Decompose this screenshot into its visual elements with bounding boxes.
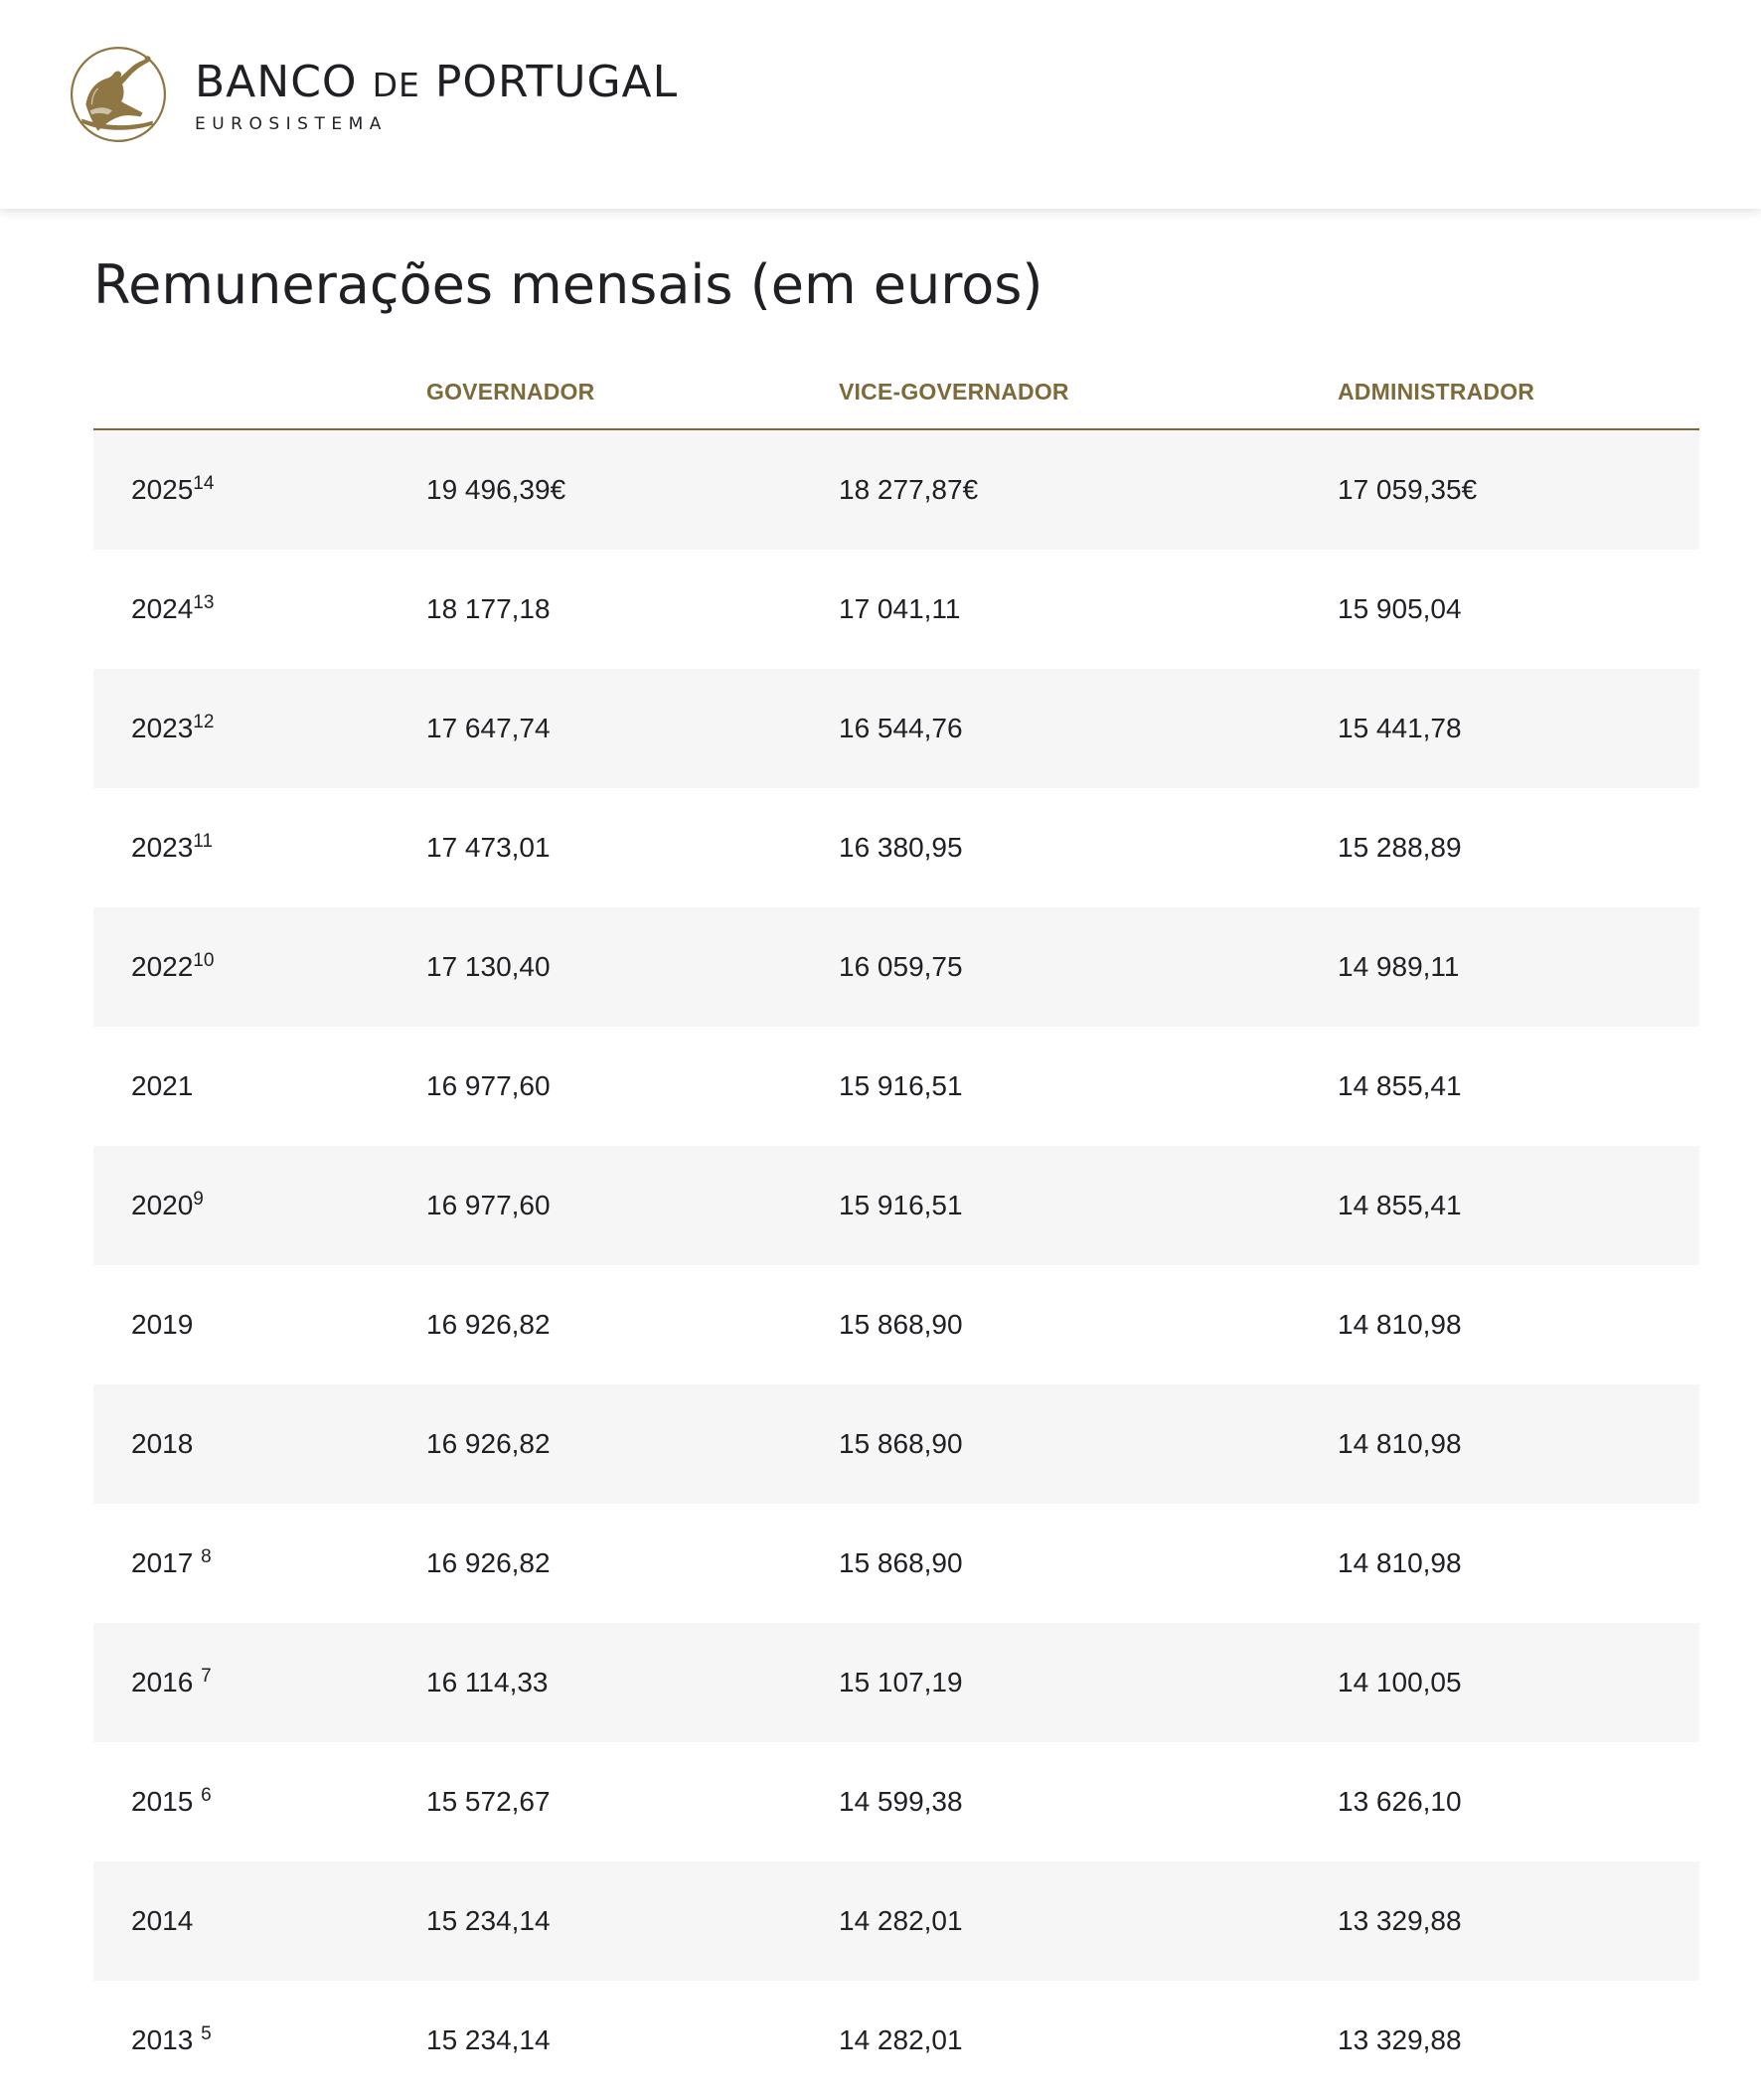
brand-subtitle: EUROSISTEMA xyxy=(195,114,388,134)
year-value: 2023 xyxy=(131,712,194,743)
administrador-cell: 13 329,88 xyxy=(1338,1861,1699,1981)
table-row xyxy=(93,1027,1699,1146)
year-value: 2016 xyxy=(131,1666,202,1697)
year-value: 2023 xyxy=(131,831,194,863)
table-header-row xyxy=(93,346,1699,429)
footnote-marker[interactable]: 13 xyxy=(193,591,215,613)
administrador-cell: 14 810,98 xyxy=(1338,1546,1462,1578)
governador-cell: 17 647,74 xyxy=(426,669,839,788)
footnote-marker[interactable]: 9 xyxy=(193,1188,204,1210)
vice-governador-cell: 16 059,75 xyxy=(839,907,1338,1027)
table-row xyxy=(93,1384,1699,1504)
administrador-cell: 13 626,10 xyxy=(1338,1785,1462,1817)
table-row xyxy=(93,788,1699,907)
table-row xyxy=(93,1981,1699,2100)
vice-governador-cell: 15 868,90 xyxy=(839,1308,963,1340)
year-value: 2019 xyxy=(131,1308,194,1340)
table-row xyxy=(93,907,1699,1027)
governador-cell: 16 977,60 xyxy=(426,1146,839,1265)
year-cell xyxy=(93,1027,426,1146)
table-row xyxy=(93,669,1699,788)
column-header-administrador: ADMINISTRADOR xyxy=(1338,346,1699,429)
governador-cell: 16 926,82 xyxy=(426,1546,551,1578)
vice-governador-cell: 18 277,87€ xyxy=(839,429,1338,550)
administrador-cell: 15 441,78 xyxy=(1338,669,1699,788)
salary-table xyxy=(93,346,1699,2100)
year-cell xyxy=(93,550,426,669)
footnote-marker[interactable]: 12 xyxy=(193,711,215,732)
administrador-cell: 14 855,41 xyxy=(1338,1069,1462,1101)
year-cell xyxy=(93,429,426,550)
brand-title xyxy=(195,57,679,107)
year-cell xyxy=(93,1504,426,1623)
page-title: Remunerações mensais (em euros) xyxy=(93,253,1043,316)
home-logo-link[interactable] xyxy=(68,44,678,145)
table-row xyxy=(93,1504,1699,1623)
year-cell xyxy=(93,1623,426,1742)
administrador-cell: 14 810,98 xyxy=(1338,1308,1462,1340)
year-value: 2017 xyxy=(131,1546,202,1578)
year-value: 2020 xyxy=(131,1189,194,1220)
vice-governador-cell: 16 380,95 xyxy=(839,831,963,863)
brand-name: BANCO xyxy=(195,57,358,107)
year-value: 2025 xyxy=(131,473,194,505)
table-row xyxy=(93,1146,1699,1265)
table-row xyxy=(93,1265,1699,1384)
administrador-cell: 14 100,05 xyxy=(1338,1623,1699,1742)
footnote-marker[interactable]: 7 xyxy=(201,1665,212,1687)
column-header-year xyxy=(93,346,426,429)
vice-governador-cell: 15 107,19 xyxy=(839,1623,1338,1742)
banco-de-portugal-emblem-icon xyxy=(68,44,169,145)
administrador-cell: 15 288,89 xyxy=(1338,831,1462,863)
vice-governador-cell: 15 916,51 xyxy=(839,1146,1338,1265)
column-header-vice-governador: VICE-GOVERNADOR xyxy=(839,346,1338,429)
vice-governador-cell: 15 868,90 xyxy=(839,1384,1338,1504)
year-value: 2021 xyxy=(131,1069,194,1101)
brand-country: PORTUGAL xyxy=(434,57,679,107)
brand-wordmark xyxy=(195,57,679,134)
table-row xyxy=(93,550,1699,669)
governador-cell: 16 114,33 xyxy=(426,1623,839,1742)
footnote-marker[interactable]: 8 xyxy=(201,1545,212,1567)
vice-governador-cell: 14 599,38 xyxy=(839,1785,963,1817)
vice-governador-cell: 17 041,11 xyxy=(839,592,961,624)
year-value: 2014 xyxy=(131,1904,194,1936)
year-cell xyxy=(93,1742,426,1861)
governador-cell: 17 473,01 xyxy=(426,831,551,863)
year-cell xyxy=(93,1265,426,1384)
table-row xyxy=(93,1742,1699,1861)
year-cell xyxy=(93,788,426,907)
vice-governador-cell: 15 916,51 xyxy=(839,1069,963,1101)
governador-cell: 17 130,40 xyxy=(426,907,839,1027)
administrador-cell: 14 810,98 xyxy=(1338,1384,1699,1504)
main-content xyxy=(0,209,1761,2100)
year-cell xyxy=(93,1981,426,2100)
administrador-cell: 14 855,41 xyxy=(1338,1146,1699,1265)
administrador-cell: 14 989,11 xyxy=(1338,907,1699,1027)
footnote-marker[interactable]: 11 xyxy=(193,830,214,852)
brand-de: DE xyxy=(372,66,420,104)
vice-governador-cell: 14 282,01 xyxy=(839,2023,963,2055)
table-body xyxy=(93,429,1699,2100)
year-value: 2022 xyxy=(131,950,194,982)
governador-cell: 16 926,82 xyxy=(426,1384,839,1504)
footnote-marker[interactable]: 10 xyxy=(193,949,215,971)
governador-cell: 15 234,14 xyxy=(426,2023,551,2055)
governador-cell: 18 177,18 xyxy=(426,592,551,624)
vice-governador-cell: 16 544,76 xyxy=(839,669,1338,788)
year-cell xyxy=(93,907,426,1027)
table-header xyxy=(93,346,1699,429)
governador-cell: 19 496,39€ xyxy=(426,429,839,550)
administrador-cell: 17 059,35€ xyxy=(1338,429,1699,550)
table-row xyxy=(93,1623,1699,1742)
governador-cell: 15 572,67 xyxy=(426,1785,551,1817)
site-header xyxy=(0,0,1761,209)
governador-cell: 15 234,14 xyxy=(426,1861,839,1981)
year-cell xyxy=(93,1146,426,1265)
administrador-cell: 15 905,04 xyxy=(1338,592,1462,624)
year-value: 2015 xyxy=(131,1785,202,1817)
year-cell xyxy=(93,1384,426,1504)
footnote-marker[interactable]: 14 xyxy=(193,472,215,494)
governador-cell: 16 926,82 xyxy=(426,1308,551,1340)
footnote-marker[interactable]: 6 xyxy=(201,1784,212,1806)
table-row xyxy=(93,429,1699,550)
vice-governador-cell: 14 282,01 xyxy=(839,1861,1338,1981)
year-cell xyxy=(93,1861,426,1981)
administrador-cell: 13 329,88 xyxy=(1338,2023,1462,2055)
column-header-governador: GOVERNADOR xyxy=(426,346,839,429)
year-value: 2024 xyxy=(131,592,194,624)
governador-cell: 16 977,60 xyxy=(426,1069,551,1101)
year-value: 2018 xyxy=(131,1427,194,1459)
year-value: 2013 xyxy=(131,2023,202,2055)
table-row xyxy=(93,1861,1699,1981)
year-cell xyxy=(93,669,426,788)
footnote-marker[interactable]: 5 xyxy=(201,2022,212,2044)
vice-governador-cell: 15 868,90 xyxy=(839,1546,963,1578)
